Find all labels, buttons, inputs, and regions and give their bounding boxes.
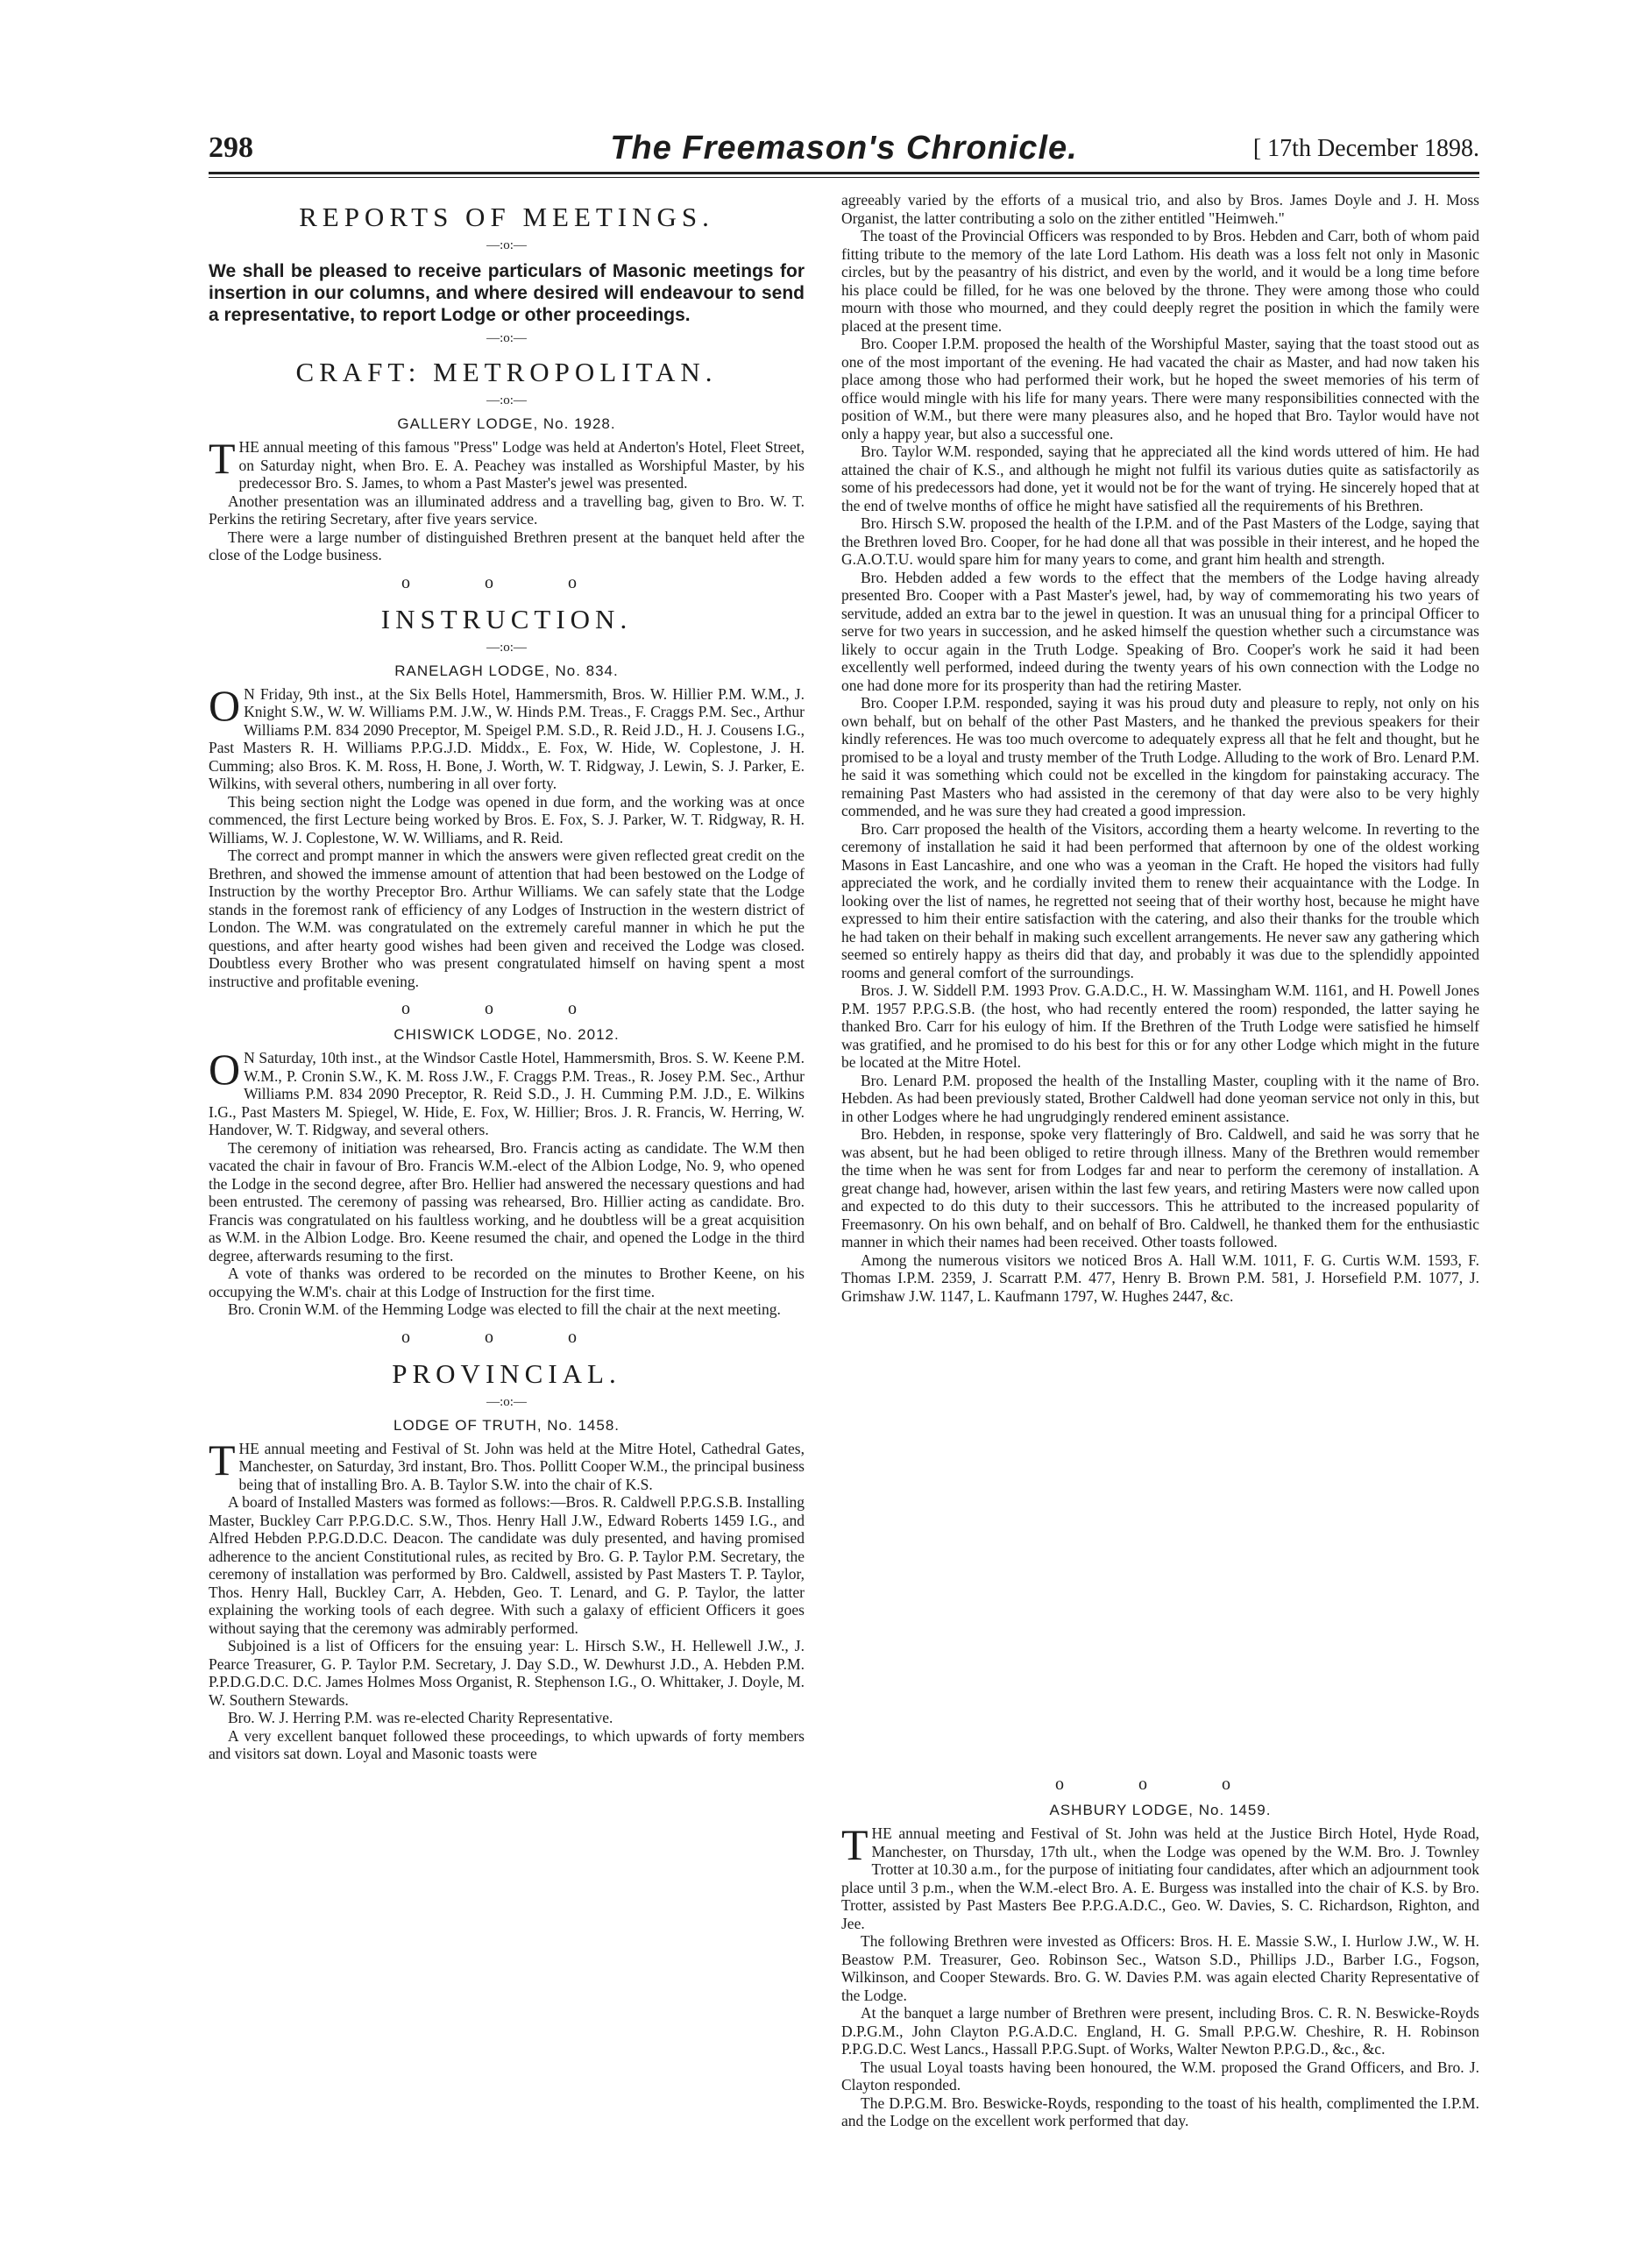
- truth-continued-paragraph: Bros. J. W. Siddell P.M. 1993 Prov. G.A.D.C., H. W. Massingham W.M. 1161, and H. Powell Jones P.M. 1957 P.P.G.S.B. (the host, who had recently entered the room) responded, the latter saying he thanked Bro. Carr for his eulogy of him. If the Brethren of the Truth Lodge were satisfied he himself was gratified, and he promised to do his best for this or for any other Lodge which might in the future be located at the Mitre Hotel.: [841, 981, 1479, 1071]
- drop-cap: T: [841, 1820, 869, 1869]
- drop-cap: T: [209, 1435, 236, 1484]
- ashbury-paragraph: THE annual meeting and Festival of St. John was held at the Justice Birch Hotel, Hyde Road, Manchester, on Thursday, 17th ult., when the Lodge was opened by the W.M. Bro. J. Townley Trotter at 10.30 a.m., for the purpose of initiating four candidates, after which an adjournment took place until 3 p.m., when the W.M.-elect Bro. A. E. Burgess was installed into the chair of K.S. by Bro. Trotter, assisted by Past Masters Bee P.P.G.A.D.C., Geo. W. Davies, S. C. Richardson, Righton, and Jee.: [841, 1820, 1479, 1932]
- chiswick-paragraph: Bro. Cronin W.M. of the Hemming Lodge was elected to fill the chair at the next meeting.: [228, 1300, 781, 1318]
- truth-paragraph: A board of Installed Masters was formed as follows:—Bros. R. Caldwell P.P.G.S.B. Installing Master, Buckley Carr P.P.G.D.C. S.W., Thos. Henry Hall J.W., Edward Roberts 1459 I.G., and Alfred Hebden P.P.G.D.D.C. Deacon. The candidate was duly presented, and having promised adherence to the ancient Constitutional rules, as recited by Bro. G. P. Taylor P.M. Secretary, the ceremony of installation was performed by Bro. Caldwell, assisted by Past Masters T. P. Taylor, Thos. Henry Hall, Buckley Carr, A. Hebden, Geo. T. Lenard, and G. P. Taylor, the latter explaining the working tools of each degree. With such a galaxy of efficient Officers it goes without saying that the ceremony was admirably performed.: [209, 1493, 805, 1637]
- separator: —:o:—: [486, 238, 527, 252]
- right-column-lower: [841, 1766, 1479, 2243]
- drop-cap: O: [209, 1045, 241, 1094]
- ranelagh-lodge-heading: RANELAGH LODGE, No. 834.: [394, 662, 619, 679]
- ashbury-lodge-heading: ASHBURY LODGE, No. 1459.: [1049, 1802, 1272, 1818]
- gallery-lodge-heading: GALLERY LODGE, No. 1928.: [397, 415, 616, 432]
- section-dots: o o o: [1055, 1775, 1266, 1794]
- publication-title: The Freemason's Chronicle.: [610, 130, 1078, 166]
- separator: —:o:—: [486, 1394, 527, 1409]
- truth-continued-paragraph: Bro. Hebden, in response, spoke very flatteringly of Bro. Caldwell, and said he was sorry that he was absent, but he had been obliged to retire through illness. Many of the Brethren would remember the time when he was sent for from Lodges far and near to perform the ceremony of installation. A great change had, however, arisen within the last few years, and retiring Masters were now called upon and expected to do this duty to their successors. This he attributed to the increased popularity of Freemasonry. On his own behalf, and on behalf of Bro. Caldwell, he thanked them for the enthusiastic manner in which their names had been received. Other toasts followed.: [841, 1125, 1479, 1250]
- truth-continued-paragraph: Bro. Lenard P.M. proposed the health of the Installing Master, coupling with it the name of Bro. Hebden. As had been previously stated, Brother Caldwell had done yeoman service not only in this, but in other Lodges where he had ungrudgingly rendered eminent assistance.: [841, 1071, 1479, 1125]
- reports-heading: REPORTS OF MEETINGS.: [299, 202, 714, 232]
- gallery-paragraph: There were a large number of distinguished Brethren present at the banquet held after the close of the Lodge business.: [209, 528, 805, 563]
- ranelagh-paragraph: This being section night the Lodge was opened in due form, and the working was at once commenced, the first Lecture being worked by Bros. E. Fox, S. J. Parker, W. T. Ridgway, R. H. Williams, W. J. Coplestone, W. W. Williams, and R. Reid.: [209, 792, 805, 847]
- chiswick-lodge-heading: CHISWICK LODGE, No. 2012.: [394, 1026, 620, 1043]
- page-number: 298: [209, 131, 253, 164]
- truth-continued-paragraph: Among the numerous visitors we noticed Bros A. Hall W.M. 1011, F. G. Curtis W.M. 1593, F. Thomas I.P.M. 2359, J. Scarratt P.M. 477, Henry B. Brown P.M. 581, J. Horsefield P.M. 1077, J. Grimshaw J.W. 1147, L. Kaufmann 1797, W. Hughes 2447, &c.: [841, 1250, 1479, 1305]
- chiswick-paragraph: O N Saturday, 10th inst., at the Windsor Castle Hotel, Hammersmith, Bros. S. W. Keene P.M. W.M., P. Cronin S.W., K. M. Ross J.W., F. Craggs P.M. Treas., R. Josey P.M. Sec., Arthur Williams P.M. 834 2090 Preceptor, R. Reid S.D., J. H. Cumming P.M. J.D., E. Wilkins I.G., Past Masters M. Spiegel, W. Hide, E. Fox, W. Hillier; Bros. J. R. Francis, W. Herring, W. Handover, W. T. Ridgway, and several others.: [209, 1045, 805, 1138]
- chiswick-paragraph: A vote of thanks was ordered to be recorded on the minutes to Brother Keene, on his occupying the W.M's. chair at this Lodge of Instruction for the first time.: [209, 1265, 805, 1300]
- truth-paragraph: A very excellent banquet followed these proceedings, to which upwards of forty members and visitors sat down. Loyal and Masonic toasts were: [209, 1726, 805, 1762]
- truth-continued-paragraph: agreeably varied by the efforts of a musical trio, and also by Bros. James Doyle and J. H. Moss Organist, the latter contributing a solo on the zither entitled "Heimweh.": [841, 191, 1479, 227]
- masthead-rule: [209, 172, 1479, 174]
- truth-continued-paragraph: Bro. Carr proposed the health of the Visitors, according them a hearty welcome. In reverting to the ceremony of installation he said it had been performed that afternoon by one of the oldest working Masons in East Lancashire, and one who was a yeoman in the Craft. He hoped the visitors had fully appreciated the work, and he cordially invited them to renew their acquaintance with the Lodge. In looking over the list of names, he regretted not seeing that of their worthy host, because he might have expressed to him their entire satisfaction with the catering, and also their thanks for the trouble which he had taken on their behalf in making such excellent arrangements. He never saw any gathering which seemed so entirely happy as theirs did that day, and probably it was due to the splendidly appointed rooms and general comfort of the surroundings.: [841, 819, 1479, 981]
- ashbury-paragraph: At the banquet a large number of Brethren were present, including Bros. C. R. N. Beswicke-Royds D.P.G.M., John Clayton P.G.A.D.C. England, H. G. Small P.P.G.W. Cheshire, R. H. Robinson P.P.G.D.C. West Lancs., Hassall P.P.G.Supt. of Works, Walter Newton P.P.G.D., &c., &c.: [841, 2004, 1479, 2058]
- masthead-rule-thin: [209, 177, 1479, 178]
- craft-heading: CRAFT: METROPOLITAN.: [295, 357, 718, 387]
- ranelagh-paragraph: The correct and prompt manner in which the answers were given reflected great credit on the Brethren, and showed the immense amount of attention that had been bestowed on the Lodge of Instruction by the worthy Preceptor Bro. Arthur Williams. We can safely state that the Lodge stands in the foremost rank of efficiency of any Lodges of Instruction in the western district of London. The W.M. was congratulated on the extremely careful manner in which he put the questions, and after hearty good wishes had been given and received the Lodge was closed. Doubtless every Brother who was present congratulated himself on having spent a most instructive and profitable evening.: [209, 847, 805, 990]
- truth-continued-paragraph: The toast of the Provincial Officers was responded to by Bros. Hebden and Carr, both of whom paid fitting tribute to the memory of the late Lord Lathom. His death was a loss felt not only in Masonic circles, but by the peasantry of his district, and even by the world, and it would be a long time before his place could be filled, for he was one beloved by the throne. They were among those who could mourn with those who mourned, and they could deeply regret the position in which the family were placed at the present time.: [841, 227, 1479, 335]
- truth-continued-paragraph: Bro. Taylor W.M. responded, saying that he appreciated all the kind words uttered of him. He had attained the chair of K.S., and although he might not fulfil its various duties quite as satisfactorily as some of his predecessors had done, yet it would not be for the want of trying. He sincerely hoped that at the end of twelve months of office he might have satisfied all the requirements of his Brethren.: [841, 443, 1479, 514]
- truth-lodge-heading: LODGE OF TRUTH, No. 1458.: [393, 1416, 620, 1434]
- ashbury-paragraph: The D.P.G.M. Bro. Beswicke-Royds, responding to the toast of his health, complimented the I.P.M. and the Lodge on the excellent work performed that day.: [841, 2094, 1479, 2129]
- truth-continued-paragraph: Bro. Cooper I.P.M. responded, saying it was his proud duty and pleasure to reply, not only on his own behalf, but on behalf of the other Past Masters, and he thanked the previous speakers for their kindly references. He was too much overcome to adequately express all that he felt and thought, but he promised to be a loyal and trusty member of the Truth Lodge. Alluding to the work of Bro. Lenard P.M. he said it was something which could not be excelled in the kingdom for painstaking accuracy. The remaining Past Masters who had assisted in the ceremony of that day were also to be very highly commended, and he was sure they had created a good impression.: [841, 694, 1479, 819]
- gallery-paragraph: Another presentation was an illuminated address and a travelling bag, given to Bro. W. T. Perkins the retiring Secretary, after five years service.: [209, 492, 805, 528]
- left-column: [209, 191, 805, 2242]
- truth-paragraph: Subjoined is a list of Officers for the ensuing year: L. Hirsch S.W., H. Hellewell J.W., J. Pearce Treasurer, G. P. Taylor P.M. Secretary, J. Day S.D., W. Dewhurst J.D., A. Hebden P.M. P.P.D.G.D.C. D.C. James Holmes Moss Organist, R. Stephenson I.G., O. Whittaker, J. Doyle, M. W. Southern Stewards.: [209, 1637, 805, 1709]
- truth-paragraph: Bro. W. J. Herring P.M. was re-elected Charity Representative.: [228, 1709, 613, 1726]
- ranelagh-paragraph: O N Friday, 9th inst., at the Six Bells Hotel, Hammersmith, Bros. W. Hillier P.M. W.M., J. Knight S.W., W. W. Williams P.M. J.W., W. Hinds P.M. Treas., F. Craggs P.M. Sec., Arthur Williams P.M. 834 2090 Preceptor, M. Speigel P.M. S.D., R. Reid J.D., H. J. Cousens I.G., Past Masters R. H. Williams P.P.G.J.D. Middx., E. Fox, W. Hide, W. Coplestone, J. H. Cumming; also Bros. K. M. Ross, H. Bone, J. Worth, W. T. Ridgway, J. Lewin, S. J. Parker, E. Wilkins, with several others, numbering in all over forty.: [209, 680, 805, 792]
- separator: —:o:—: [486, 393, 527, 407]
- masthead: [209, 131, 1479, 170]
- truth-continued-paragraph: Bro. Hebden added a few words to the effect that the members of the Lodge having already presented Bro. Cooper with a Past Master's jewel, had, by way of commemorating his two years of servitude, added an extra bar to the jewel in question. It was an unusual thing for a principal Officer to serve for two years in succession, and he asked himself the question whether such a circumstance was likely to occur again in the Truth Lodge. Speaking of Bro. Cooper's work he said it had been excellently well performed, indeed during the twenty years of his own connection with the Lodge no one had done more for its prosperity than had the retiring Master.: [841, 568, 1479, 694]
- provincial-heading: PROVINCIAL.: [392, 1357, 621, 1389]
- ashbury-paragraph: The following Brethren were invested as Officers: Bros. H. E. Massie S.W., I. Hurlow J.W., W. H. Beastow P.M. Treasurer, Geo. Robinson Sec., Watson S.D., Phillips J.D., Barber I.G., Fogson, Wilkinson, and Cooper Stewards. Bro. G. W. Davies P.M. was again elected Charity Representative of the Lodge.: [841, 1932, 1479, 2004]
- instruction-heading: INSTRUCTION.: [380, 603, 633, 634]
- truth-paragraph: THE annual meeting and Festival of St. John was held at the Mitre Hotel, Cathedral Gates, Manchester, on Saturday, 3rd instant, Bro. Thos. Pollitt Cooper W.M., the principal business being that of installing Bro. A. B. Taylor S.W. into the chair of K.S.: [209, 1435, 805, 1493]
- drop-cap: T: [209, 434, 236, 483]
- ashbury-paragraph: The usual Loyal toasts having been honoured, the W.M. proposed the Grand Officers, and Bro. J. Clayton responded.: [841, 2058, 1479, 2094]
- separator: —:o:—: [486, 640, 527, 655]
- gallery-paragraph: THE annual meeting of this famous "Press" Lodge was held at Anderton's Hotel, Fleet Street, on Saturday night, when Bro. E. A. Peachey was installed as Worshipful Master, by his predecessor Bro. S. James, to whom a Past Master's jewel was presented.: [209, 434, 805, 492]
- section-dots: o o o: [401, 1327, 612, 1347]
- separator: —:o:—: [486, 331, 527, 345]
- section-dots: o o o: [401, 572, 612, 592]
- section-dots: o o o: [401, 999, 612, 1018]
- intro-notice: We shall be pleased to receive particulars of Masonic meetings for insertion in our columns, and where desired will endeavour to send a representative, to report Lodge or other proceedings.: [209, 261, 805, 325]
- right-column: [841, 191, 1479, 1751]
- drop-cap: O: [209, 680, 241, 730]
- truth-continued-paragraph: Bro. Hirsch S.W. proposed the health of the I.P.M. and of the Past Masters of the Lodge, saying that the Brethren loved Bro. Cooper, for he had done all that was possible in their interest, and he hoped the G.A.O.T.U. would spare him for many years to come, and grant him health and strength.: [841, 514, 1479, 568]
- truth-continued-paragraph: Bro. Cooper I.P.M. proposed the health of the Worshipful Master, saying that the toast stood out as one of the most important of the evening. He had vacated the chair as Master, and had now taken his place among those who had performed their work, but he hoped the sweet memories of his term of office would mingle with his life for many years. There were many responsibilities connected with the position of W.M., but there were many pleasures also, and he hoped that Bro. Taylor would have not only a happy year, but also a successful one.: [841, 335, 1479, 443]
- issue-date: [ 17th December 1898.: [1252, 135, 1479, 162]
- chiswick-paragraph: The ceremony of initiation was rehearsed, Bro. Francis acting as candidate. The W.M then vacated the chair in favour of Bro. Francis W.M.-elect of the Albion Lodge, No. 9, who opened the Lodge in the second degree, after Bro. Hellier had answered the necessary questions and had been entrusted. The ceremony of passing was rehearsed, Bro. Hillier acting as candidate. Bro. Francis was congratulated on his faultless working, and he doubtless will be a great acquisition as W.M. in the Albion Lodge. Bro. Keene resumed the chair, and opened the Lodge in the third degree, afterwards resuming to the first.: [209, 1138, 805, 1265]
